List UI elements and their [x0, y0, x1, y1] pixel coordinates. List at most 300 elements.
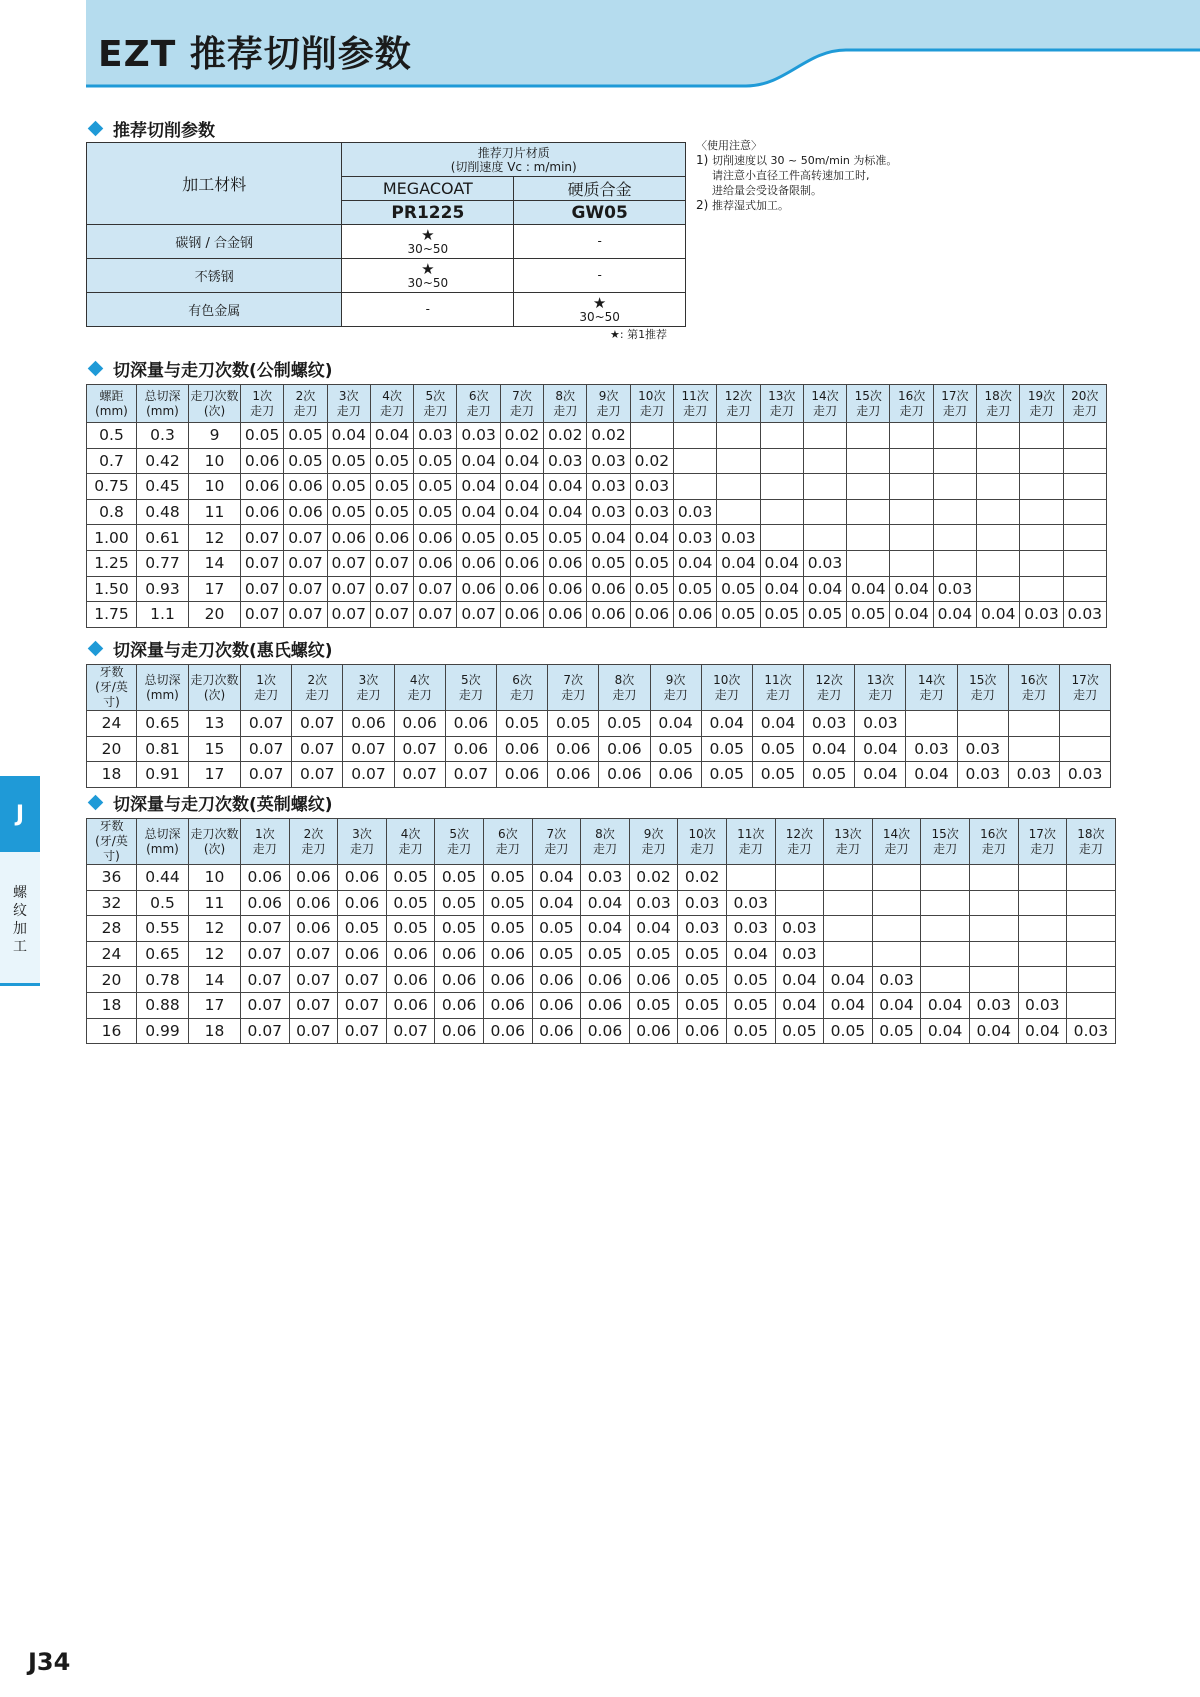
pass-number-label: 3次	[358, 672, 379, 687]
pass-column-header	[673, 385, 716, 423]
table-cell	[890, 474, 933, 500]
table-cell: 9	[189, 423, 241, 449]
pass-sub-label: 走刀	[612, 687, 637, 702]
pass-number-label: 17次	[1028, 826, 1056, 841]
pass-column-header	[760, 385, 803, 423]
table-cell: 0.07	[292, 762, 343, 788]
table-cell	[847, 423, 890, 449]
pass-number-label: 10次	[713, 672, 741, 687]
pass-number-label: 2次	[303, 826, 324, 841]
usage-note-line: 进给量会受设备限制。	[712, 184, 822, 197]
grade-cell	[514, 293, 686, 327]
table-cell: 0.05	[824, 1018, 873, 1044]
table-cell: 0.05	[752, 736, 803, 762]
table-cell	[1008, 736, 1059, 762]
pass-sub-label: 走刀	[765, 687, 790, 702]
table-cell: 0.05	[483, 865, 532, 891]
table-cell: 0.77	[137, 550, 189, 576]
table-cell	[803, 474, 846, 500]
table-cell: 0.02	[587, 423, 630, 449]
table-cell: 0.07	[241, 550, 284, 576]
pass-column-header	[500, 385, 543, 423]
table-cell: 0.05	[847, 602, 890, 628]
work-material-header: 加工材料	[87, 143, 342, 225]
table-cell: 0.03	[1060, 762, 1111, 788]
table-cell	[717, 423, 760, 449]
table-cell	[872, 890, 921, 916]
pass-number-label: 11次	[737, 826, 765, 841]
grade-type-megacoat: MEGACOAT	[342, 177, 514, 201]
pass-column-header	[804, 665, 855, 711]
pass-number-label: 7次	[512, 388, 532, 403]
column-header-line: 走刀次数	[190, 672, 239, 687]
pass-column-header	[289, 819, 338, 865]
table-cell: 0.05	[370, 499, 413, 525]
table-cell: 0.03	[957, 762, 1008, 788]
table-cell	[717, 474, 760, 500]
pass-number-label: 8次	[555, 388, 576, 403]
table-cell: 0.02	[544, 423, 587, 449]
table-cell: 12	[189, 941, 241, 967]
table-cell	[1020, 448, 1063, 474]
table-cell: 0.05	[701, 736, 752, 762]
table-row	[87, 941, 1116, 967]
pass-column-header	[824, 819, 873, 865]
table-cell: 0.06	[500, 602, 543, 628]
table-cell	[977, 474, 1020, 500]
pass-sub-label: 走刀	[919, 687, 944, 702]
table-cell: 0.06	[414, 525, 457, 551]
column-header-line: (mm)	[95, 403, 128, 418]
material-row-label: 有色金属	[87, 293, 342, 327]
column-header-line: 走刀次数	[190, 826, 239, 841]
pass-column-header	[906, 665, 957, 711]
pass-number-label: 7次	[563, 672, 584, 687]
whitworth-heading-text: 切深量与走刀次数(惠氏螺纹)	[113, 641, 333, 661]
table-cell: 0.05	[532, 916, 581, 942]
pass-sub-label: 走刀	[884, 841, 909, 856]
table-cell	[921, 941, 970, 967]
table-cell	[890, 550, 933, 576]
table-cell: 0.07	[327, 550, 370, 576]
table-cell	[824, 865, 873, 891]
table-cell: 0.05	[457, 525, 500, 551]
table-cell: 0.04	[921, 992, 970, 1018]
table-cell: 0.04	[581, 890, 630, 916]
table-cell: 0.03	[775, 941, 824, 967]
table-cell: 0.03	[414, 423, 457, 449]
table-cell: 0.06	[544, 550, 587, 576]
table-cell: 0.05	[717, 576, 760, 602]
pass-sub-label: 走刀	[561, 687, 586, 702]
pass-sub-label: 走刀	[639, 403, 664, 418]
pass-number-label: 10次	[638, 388, 666, 403]
table-cell: 0.06	[435, 992, 484, 1018]
table-cell: 0.03	[957, 736, 1008, 762]
table-cell: 0.04	[760, 550, 803, 576]
pass-number-label: 8次	[614, 672, 635, 687]
pass-sub-label: 走刀	[970, 687, 995, 702]
table-row	[87, 499, 1107, 525]
table-cell: 0.06	[630, 602, 673, 628]
table-cell: 0.05	[370, 474, 413, 500]
table-cell	[969, 890, 1018, 916]
table-cell	[1067, 941, 1116, 967]
table-cell: 0.06	[532, 1018, 581, 1044]
diamond-bullet-icon	[88, 361, 104, 377]
pass-column-header	[587, 385, 630, 423]
table-cell: 0.04	[872, 992, 921, 1018]
table-row	[87, 736, 1111, 762]
table-cell: 0.03	[587, 448, 630, 474]
table-cell	[1063, 525, 1106, 551]
table-cell	[969, 865, 1018, 891]
table-cell	[726, 865, 775, 891]
table-cell: 0.05	[500, 525, 543, 551]
table-cell: 0.07	[386, 1018, 435, 1044]
table-cell: 13	[189, 711, 241, 737]
table-cell: 0.06	[241, 474, 284, 500]
pass-number-label: 6次	[512, 672, 532, 687]
table-cell: 0.03	[1008, 762, 1059, 788]
table-cell: 20	[87, 967, 137, 993]
table-cell	[933, 499, 976, 525]
side-tab-label	[0, 884, 40, 956]
table-cell: 0.05	[587, 550, 630, 576]
table-cell: 0.07	[289, 1018, 338, 1044]
column-header-line: 总切深	[144, 826, 181, 841]
table-cell: 0.03	[717, 525, 760, 551]
table-cell: 0.05	[629, 941, 678, 967]
table-cell: 0.06	[284, 474, 327, 500]
table-cell: 18	[87, 762, 137, 788]
table-cell: 0.04	[804, 736, 855, 762]
table-cell: 0.05	[726, 992, 775, 1018]
column-header-line: 牙数	[99, 819, 124, 833]
pass-number-label: 9次	[665, 672, 686, 687]
table-cell: 0.04	[1018, 1018, 1067, 1044]
table-cell: 0.07	[370, 602, 413, 628]
table-cell: 0.06	[544, 576, 587, 602]
table-cell	[977, 423, 1020, 449]
table-cell: 0.04	[500, 448, 543, 474]
table-cell	[1020, 499, 1063, 525]
column-header-line: (次)	[203, 403, 226, 418]
table-cell: 0.05	[532, 941, 581, 967]
table-cell	[1060, 711, 1111, 737]
pass-sub-label: 走刀	[738, 841, 763, 856]
table-cell: 1.00	[87, 525, 137, 551]
whitworth-thread-table	[86, 664, 1111, 788]
side-tab-char: 螺	[13, 885, 27, 901]
pass-column-header	[701, 665, 752, 711]
side-tab-letter[interactable]: J	[0, 776, 40, 852]
table-cell	[847, 474, 890, 500]
diamond-bullet-icon	[88, 641, 104, 657]
pass-number-label: 11次	[681, 388, 709, 403]
table-cell	[1067, 865, 1116, 891]
table-cell: 0.03	[969, 992, 1018, 1018]
table-cell	[921, 865, 970, 891]
pass-sub-label: 走刀	[252, 841, 277, 856]
table-cell	[760, 448, 803, 474]
column-header-line: 总切深	[144, 388, 181, 403]
pass-sub-label: 走刀	[305, 687, 330, 702]
table-cell: 0.05	[284, 448, 327, 474]
pass-column-header	[1020, 385, 1063, 423]
pass-sub-label: 走刀	[1030, 841, 1055, 856]
table-cell: 0.03	[629, 890, 678, 916]
imperial-heading	[86, 790, 333, 815]
pass-number-label: 18次	[984, 388, 1012, 403]
table-cell: 0.03	[630, 499, 673, 525]
pass-sub-label: 走刀	[495, 841, 520, 856]
pass-sub-label: 走刀	[813, 403, 838, 418]
table-cell: 0.05	[386, 890, 435, 916]
speed-value: -	[425, 302, 431, 316]
pass-sub-label: 走刀	[868, 687, 893, 702]
speed-value: 30~50	[407, 241, 449, 256]
pass-sub-label: 走刀	[458, 687, 483, 702]
column-header-line: 螺距	[99, 388, 124, 403]
table-cell: 0.7	[87, 448, 137, 474]
table-cell: 17	[189, 576, 241, 602]
pass-number-label: 14次	[811, 388, 839, 403]
table-cell: 24	[87, 941, 137, 967]
table-cell: 0.06	[241, 865, 290, 891]
table-cell: 0.05	[414, 499, 457, 525]
table-cell	[890, 448, 933, 474]
table-cell: 0.03	[855, 711, 906, 737]
table-cell: 0.07	[289, 941, 338, 967]
table-cell: 0.06	[338, 865, 387, 891]
diamond-bullet-icon	[88, 795, 104, 811]
table-cell: 0.06	[394, 711, 445, 737]
table-cell: 0.88	[137, 992, 189, 1018]
star-icon: ★	[421, 225, 435, 244]
pass-column-header	[650, 665, 701, 711]
pass-sub-label: 走刀	[423, 403, 448, 418]
table-cell: 0.03	[803, 550, 846, 576]
table-cell: 0.03	[673, 499, 716, 525]
table-cell: 0.04	[717, 550, 760, 576]
table-cell: 0.02	[629, 865, 678, 891]
pass-sub-label: 走刀	[981, 841, 1006, 856]
table-cell: 0.04	[775, 967, 824, 993]
table-cell: 0.04	[969, 1018, 1018, 1044]
imperial-thread-table	[86, 818, 1116, 1044]
pass-column-header	[1067, 819, 1116, 865]
pass-number-label: 20次	[1071, 388, 1099, 403]
table-cell	[803, 448, 846, 474]
table-cell: 0.03	[678, 916, 727, 942]
pass-column-header	[483, 819, 532, 865]
table-cell: 0.05	[630, 576, 673, 602]
pass-number-label: 1次	[252, 388, 272, 403]
usage-note-number: 2)	[696, 198, 709, 212]
pass-number-label: 8次	[595, 826, 615, 841]
table-cell: 0.04	[457, 499, 500, 525]
table-cell: 10	[189, 865, 241, 891]
pass-sub-label: 走刀	[356, 687, 381, 702]
column-header	[137, 819, 189, 865]
pass-number-label: 1次	[254, 826, 275, 841]
table-cell: 0.07	[338, 992, 387, 1018]
table-cell	[1063, 448, 1106, 474]
speed-value: 30~50	[579, 309, 620, 324]
side-tab-char: 工	[13, 939, 27, 955]
pass-sub-label: 走刀	[856, 403, 881, 418]
table-cell	[969, 916, 1018, 942]
table-cell	[977, 576, 1020, 602]
pass-column-header	[775, 819, 824, 865]
table-cell	[673, 448, 716, 474]
table-cell: 0.04	[977, 602, 1020, 628]
table-cell: 1.1	[137, 602, 189, 628]
grade-cell	[342, 293, 514, 327]
table-cell	[890, 525, 933, 551]
table-cell: 0.06	[483, 941, 532, 967]
pass-sub-label: 走刀	[726, 403, 751, 418]
table-cell	[933, 448, 976, 474]
table-cell: 0.06	[386, 941, 435, 967]
table-cell	[1020, 550, 1063, 576]
table-cell: 0.07	[343, 762, 394, 788]
table-cell: 12	[189, 525, 241, 551]
table-row	[87, 576, 1107, 602]
table-cell: 0.06	[678, 1018, 727, 1044]
table-cell: 0.55	[137, 916, 189, 942]
table-cell: 0.06	[343, 711, 394, 737]
table-cell: 0.07	[241, 762, 292, 788]
page-number: J34	[28, 1648, 71, 1676]
table-cell: 0.65	[137, 941, 189, 967]
table-cell: 0.05	[284, 423, 327, 449]
table-cell: 0.05	[760, 602, 803, 628]
pass-sub-label: 走刀	[641, 841, 666, 856]
pass-sub-label: 走刀	[1078, 841, 1103, 856]
table-cell	[921, 967, 970, 993]
pass-sub-label: 走刀	[466, 403, 491, 418]
table-cell	[1020, 474, 1063, 500]
table-cell: 0.07	[241, 916, 290, 942]
table-cell: 0.04	[890, 576, 933, 602]
pass-number-label: 2次	[295, 388, 316, 403]
table-cell: 0.04	[906, 762, 957, 788]
table-row	[87, 1018, 1116, 1044]
pass-column-header	[241, 819, 290, 865]
table-cell: 0.03	[1018, 992, 1067, 1018]
table-cell: 0.03	[1063, 602, 1106, 628]
table-cell: 0.42	[137, 448, 189, 474]
column-header	[137, 665, 189, 711]
pass-column-header	[803, 385, 846, 423]
table-cell	[673, 474, 716, 500]
table-cell	[872, 941, 921, 967]
table-cell: 0.03	[726, 916, 775, 942]
pass-sub-label: 走刀	[817, 687, 842, 702]
table-cell: 0.05	[629, 992, 678, 1018]
grade-cell	[514, 225, 686, 259]
table-cell: 0.05	[701, 762, 752, 788]
table-cell	[630, 423, 673, 449]
pass-sub-label: 走刀	[1029, 403, 1054, 418]
table-cell: 0.07	[241, 967, 290, 993]
pass-sub-label: 走刀	[510, 687, 535, 702]
table-cell: 10	[189, 474, 241, 500]
pass-sub-label: 走刀	[1073, 687, 1098, 702]
pass-column-header	[921, 819, 970, 865]
table-cell: 0.06	[289, 865, 338, 891]
pass-number-label: 6次	[468, 388, 489, 403]
star-icon: ★	[421, 259, 435, 278]
pass-column-header	[678, 819, 727, 865]
pass-sub-label: 走刀	[714, 687, 739, 702]
table-cell: 0.06	[532, 967, 581, 993]
table-cell	[775, 865, 824, 891]
column-header	[137, 385, 189, 423]
table-cell: 0.05	[752, 762, 803, 788]
pass-number-label: 19次	[1027, 388, 1056, 403]
pass-sub-label: 走刀	[380, 403, 405, 418]
pass-column-header	[581, 819, 630, 865]
table-cell: 0.03	[673, 525, 716, 551]
table-cell: 0.61	[137, 525, 189, 551]
table-cell: 0.05	[581, 941, 630, 967]
table-cell	[1018, 865, 1067, 891]
column-header	[87, 385, 137, 423]
table-cell	[824, 941, 873, 967]
pass-sub-label: 走刀	[933, 841, 958, 856]
table-cell: 0.05	[483, 916, 532, 942]
table-cell: 0.04	[673, 550, 716, 576]
table-cell: 14	[189, 550, 241, 576]
table-cell: 0.03	[587, 499, 630, 525]
table-row	[87, 762, 1111, 788]
table-cell: 0.03	[804, 711, 855, 737]
table-cell: 0.04	[933, 602, 976, 628]
table-cell: 0.65	[137, 711, 189, 737]
pass-sub-label: 走刀	[1072, 403, 1097, 418]
table-cell: 0.04	[650, 711, 701, 737]
table-cell	[1020, 525, 1063, 551]
table-row	[87, 992, 1116, 1018]
table-cell: 0.03	[906, 736, 957, 762]
table-cell: 0.06	[435, 967, 484, 993]
table-cell: 0.06	[483, 1018, 532, 1044]
table-cell: 10	[189, 448, 241, 474]
recommended-heading-text: 推荐切削参数	[113, 121, 215, 141]
table-cell: 0.06	[457, 550, 500, 576]
table-cell: 0.03	[1067, 1018, 1116, 1044]
table-cell	[977, 550, 1020, 576]
table-cell: 0.06	[500, 576, 543, 602]
table-cell: 0.05	[599, 711, 650, 737]
pass-column-header	[292, 665, 343, 711]
pass-column-header	[414, 385, 457, 423]
pass-sub-label: 走刀	[553, 403, 578, 418]
table-cell: 0.05	[544, 525, 587, 551]
table-cell	[933, 423, 976, 449]
pass-number-label: 2次	[307, 672, 328, 687]
pass-number-label: 14次	[882, 826, 911, 841]
table-cell: 14	[189, 967, 241, 993]
table-cell: 0.03	[775, 916, 824, 942]
table-cell: 0.05	[414, 474, 457, 500]
table-cell	[957, 711, 1008, 737]
pass-number-label: 16次	[1020, 672, 1048, 687]
table-cell	[1067, 992, 1116, 1018]
